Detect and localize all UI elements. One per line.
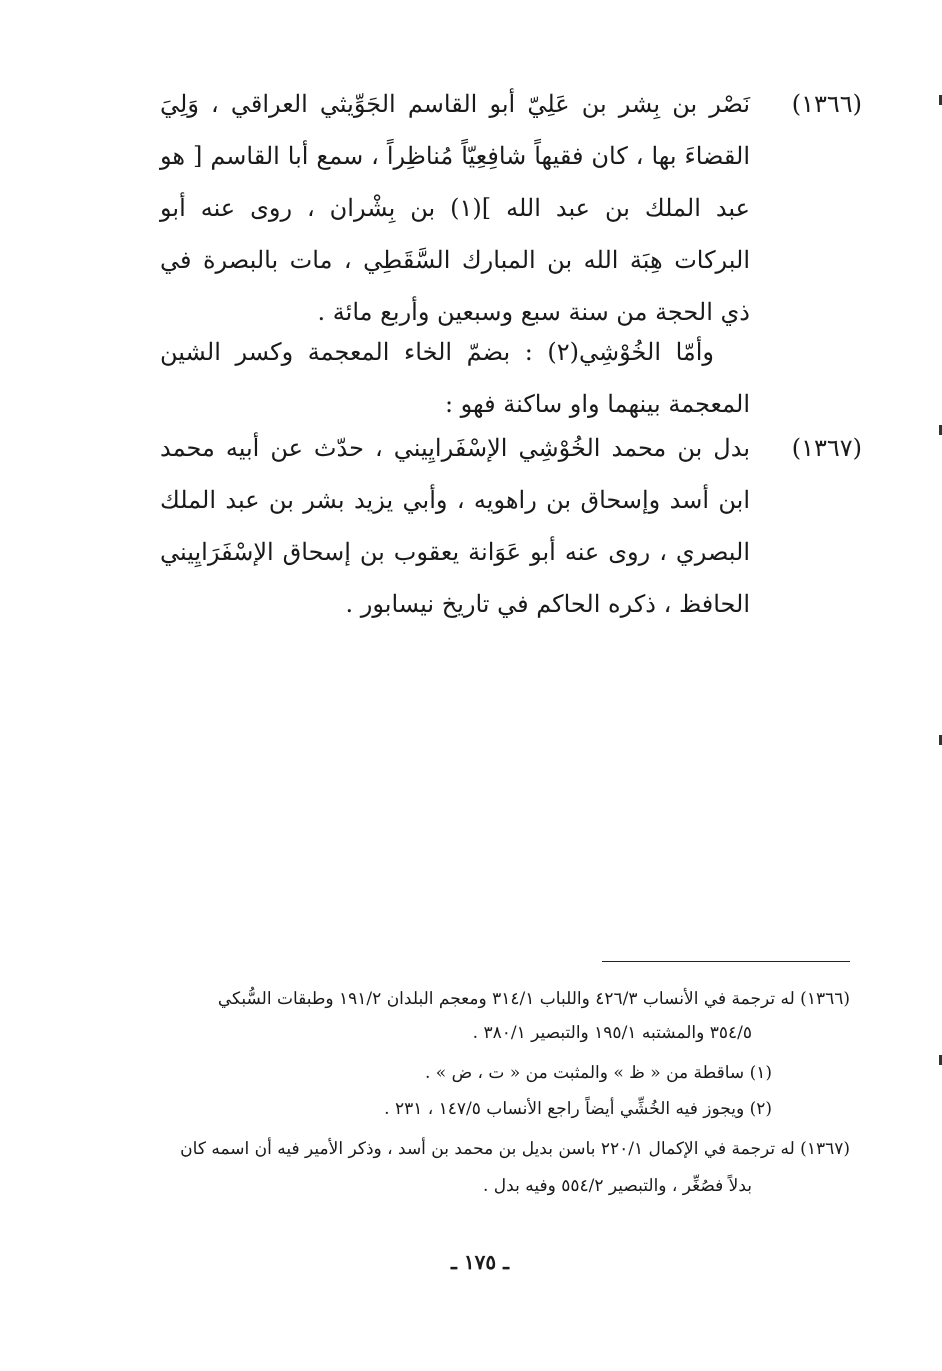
footnote-1366-line2: ٣٥٤/٥ والمشتبه ١٩٥/١ والتبصير ٣٨٠/١ . [472, 1023, 752, 1043]
footnote-1367-line2: بدلاً فصُغِّر ، والتبصير ٥٥٤/٢ وفيه بدل . [483, 1176, 752, 1196]
entry-text-1366: نَصْر بن بِشر بن عَلِيّ أبو القاسم الجَوِّيثي العراقي ، وَلِيَ القضاءَ بها ، كان فقيهاً شافِعِيّاً مُناظِراً ، سمع أبا القاسم [ هو عبد الملك بن عبد الله ](١) بن بِشْران ، روى عنه أبو البركات هِبَة الله بن المبارك السَّقَطِي ، مات بالبصرة في ذي الحجة من سنة سبع وسبعين وأربع مائة . [160, 90, 750, 326]
footnote-1367-line1: (١٣٦٧) له ترجمة في الإكمال ٢٢٠/١ باسن بديل بن محمد بن أسد ، وذكر الأمير فيه أن اسمه كان [180, 1139, 850, 1159]
note-paragraph-khushi: وأمّا الخُوْشِي(٢) : بضمّ الخاء المعجمة وكسر الشين المعجمة بينهما واو ساكنة فهو : [160, 338, 750, 418]
footnote-2: (٢) ويجوز فيه الخُشِّي أيضاً راجع الأنساب ١٤٧/٥ ، ٢٣١ . [384, 1099, 772, 1119]
entry-number-1367: (١٣٦٧) [791, 434, 862, 462]
footnote-separator [602, 961, 850, 962]
footnote-1: (١) ساقطة من « ظ » والمثبت من « ت ، ض » . [424, 1063, 772, 1083]
entry-text-1367: بدل بن محمد الخُوْشِي الإسْفَرايِيني ، حدّث عن أبيه محمد ابن أسد وإسحاق بن راهويه ، وأبي يزيد بشر بن عبد الملك البصري ، روى عنه أبو عَوَانة يعقوب بن إسحاق الإسْفَرَايِيني الحافظ ، ذكره الحاكم في تاريخ نيسابور . [160, 434, 751, 618]
page-number: ـ ١٧٥ ـ [451, 1250, 509, 1274]
entry-number-1366: (١٣٦٦) [791, 90, 862, 118]
footnote-1366-line1: (١٣٦٦) له ترجمة في الأنساب ٤٢٦/٣ واللباب ٣١٤/١ ومعجم البلدان ١٩١/٢ وطبقات السُّبكي [217, 989, 850, 1009]
